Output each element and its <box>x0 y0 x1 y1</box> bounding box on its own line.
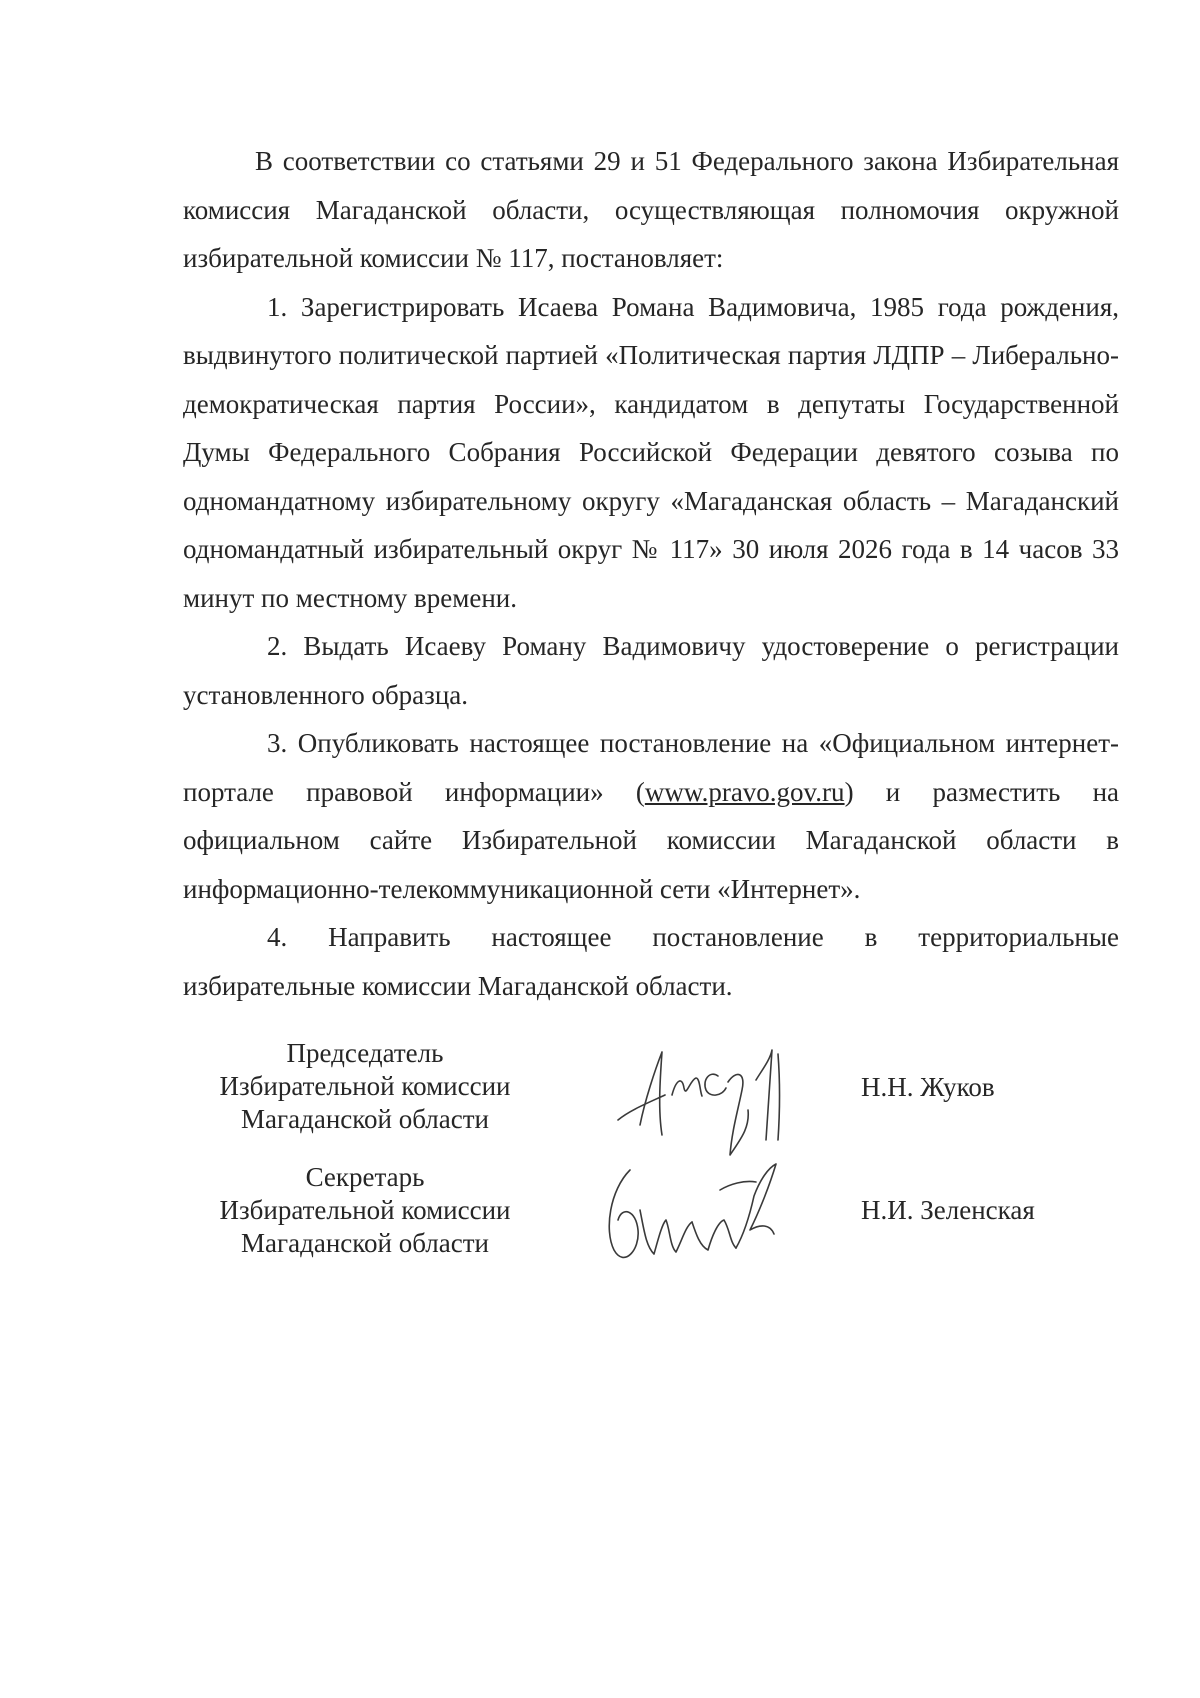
chairman-title-line-3: Магаданской области <box>241 1104 489 1134</box>
item-3-text-start: 3. Опубликовать настоящее постановление на «Официальном интернет-портале правовой информации» ( <box>183 728 1119 807</box>
secretary-title-line-1: Секретарь <box>305 1162 425 1192</box>
item-3-paragraph <box>183 719 1119 913</box>
secretary-title-line-3: Магаданской области <box>241 1228 489 1258</box>
resolution-body <box>183 137 1119 1010</box>
item-2-paragraph: 2. Выдать Исаеву Роману Вадимовичу удостоверение о регистрации установленного образца. <box>183 631 1119 710</box>
chairman-title-line-2: Избирательной комиссии <box>219 1071 511 1101</box>
item-3-text-end: ) и разместить на официальном сайте Избирательной комиссии Магаданской области в информационно-телекоммуникационной сети «Интернет». <box>183 776 1120 904</box>
secretary-name: Н.И. Зеленская <box>861 1195 1035 1225</box>
intro-paragraph: В соответствии со статьями 29 и 51 Федерального закона Избирательная комиссия Магаданской области, осуществляющая полномочия окружной избирательной комиссии № 117, постановляет: <box>183 146 1119 273</box>
chairman-title-line-1: Председатель <box>286 1038 444 1068</box>
item-4-paragraph: 4. Направить настоящее постановление в территориальные избирательные комиссии Магаданской области. <box>183 922 1119 1001</box>
secretary-title <box>190 1161 540 1260</box>
secretary-signature <box>600 1150 800 1280</box>
secretary-title-line-2: Избирательной комиссии <box>219 1195 511 1225</box>
pravo-portal-link[interactable]: www.pravo.gov.ru <box>644 776 845 807</box>
item-1-paragraph: 1. Зарегистрировать Исаева Романа Вадимовича, 1985 года рождения, выдвинутого политической партией «Политическая партия ЛДПР – Либерально-демократическая партия России», кандидатом в депутаты Государственной Думы Федерального Собрания Российской Федерации девятого созыва по одномандатному избирательному округу «Магаданская область – Магаданский одномандатный избирательный округ № 117» 30 июля 2026 года в 14 часов 33 минут по местному времени. <box>183 291 1119 613</box>
chairman-title <box>190 1037 540 1136</box>
chairman-name: Н.Н. Жуков <box>861 1072 995 1102</box>
